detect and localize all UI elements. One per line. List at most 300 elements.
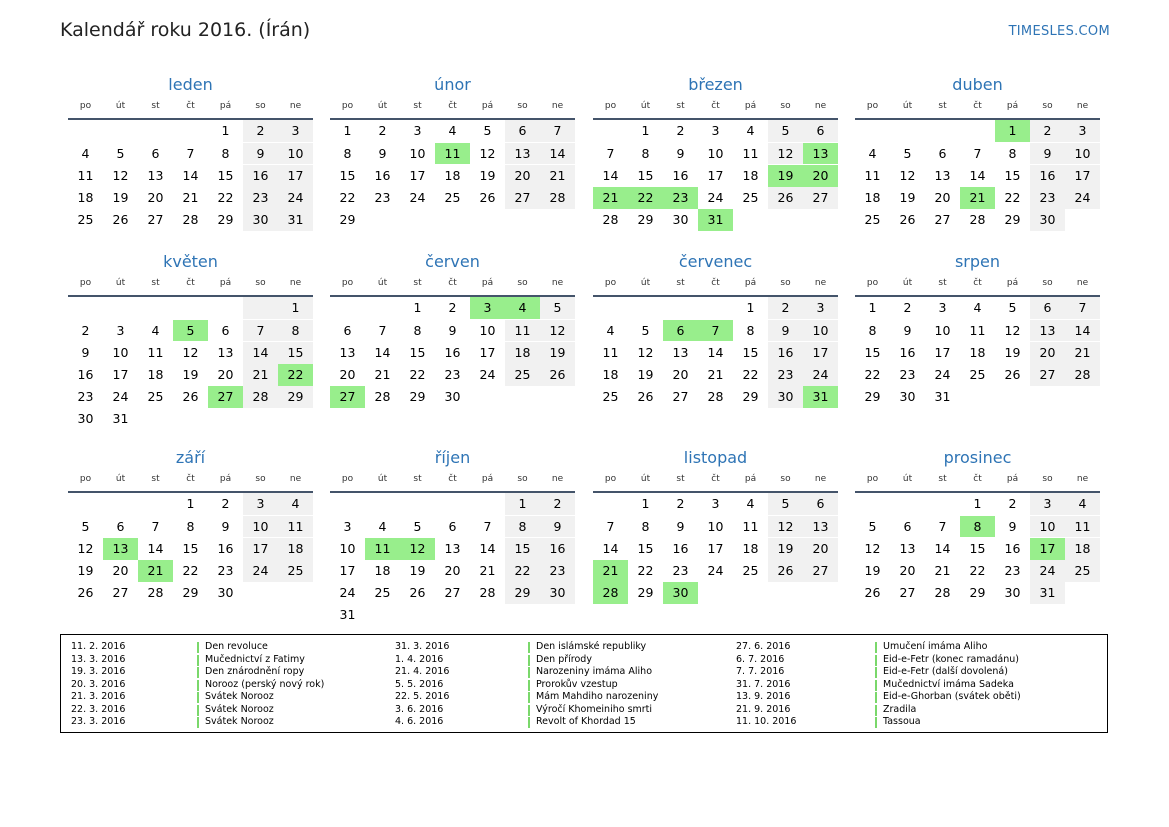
day-cell[interactable]: 4 bbox=[746, 123, 755, 139]
day-cell[interactable]: 14 bbox=[147, 540, 164, 556]
day-cell[interactable]: 18 bbox=[444, 167, 461, 183]
day-cell[interactable]: 22 bbox=[1004, 189, 1021, 205]
day-cell[interactable]: 26 bbox=[182, 389, 199, 405]
day-cell[interactable]: 2 bbox=[81, 322, 90, 338]
holiday-day-cell[interactable]: 31 bbox=[803, 386, 838, 408]
day-cell[interactable]: 14 bbox=[182, 167, 199, 183]
day-cell[interactable]: 11 bbox=[864, 167, 881, 183]
day-cell[interactable]: 12 bbox=[479, 145, 496, 161]
day-cell[interactable]: 18 bbox=[742, 167, 759, 183]
day-cell[interactable]: 30 bbox=[672, 212, 689, 228]
day-cell[interactable]: 26 bbox=[540, 364, 575, 386]
day-cell[interactable]: 2 bbox=[676, 123, 685, 139]
day-cell[interactable]: 8 bbox=[278, 320, 313, 342]
day-cell[interactable]: 3 bbox=[1065, 120, 1100, 142]
day-cell[interactable]: 10 bbox=[707, 518, 724, 534]
day-cell[interactable]: 27 bbox=[803, 560, 838, 582]
day-cell[interactable]: 1 bbox=[641, 123, 650, 139]
day-cell[interactable]: 14 bbox=[479, 540, 496, 556]
day-cell[interactable]: 31 bbox=[1030, 582, 1065, 604]
day-cell[interactable]: 10 bbox=[339, 540, 356, 556]
day-cell[interactable]: 2 bbox=[448, 300, 457, 316]
day-cell[interactable]: 7 bbox=[606, 518, 615, 534]
day-cell[interactable]: 6 bbox=[116, 518, 125, 534]
day-cell[interactable]: 16 bbox=[768, 342, 803, 364]
day-cell[interactable]: 1 bbox=[746, 300, 755, 316]
day-cell[interactable]: 11 bbox=[602, 344, 619, 360]
day-cell[interactable]: 19 bbox=[112, 189, 129, 205]
day-cell[interactable]: 7 bbox=[540, 120, 575, 142]
holiday-day-cell[interactable]: 22 bbox=[278, 364, 313, 386]
day-cell[interactable]: 22 bbox=[637, 562, 654, 578]
day-cell[interactable]: 21 bbox=[374, 366, 391, 382]
day-cell[interactable]: 16 bbox=[77, 366, 94, 382]
day-cell[interactable]: 4 bbox=[868, 145, 877, 161]
day-cell[interactable]: 13 bbox=[899, 540, 916, 556]
day-cell[interactable]: 29 bbox=[217, 212, 234, 228]
holiday-day-cell[interactable]: 19 bbox=[768, 165, 803, 187]
day-cell[interactable]: 20 bbox=[217, 366, 234, 382]
day-cell[interactable]: 11 bbox=[969, 322, 986, 338]
day-cell[interactable]: 11 bbox=[278, 516, 313, 538]
day-cell[interactable]: 31 bbox=[934, 389, 951, 405]
day-cell[interactable]: 14 bbox=[374, 344, 391, 360]
day-cell[interactable]: 6 bbox=[803, 493, 838, 515]
day-cell[interactable]: 22 bbox=[742, 366, 759, 382]
day-cell[interactable]: 24 bbox=[1030, 560, 1065, 582]
holiday-day-cell[interactable]: 31 bbox=[698, 209, 733, 231]
day-cell[interactable]: 18 bbox=[505, 342, 540, 364]
day-cell[interactable]: 13 bbox=[505, 143, 540, 165]
day-cell[interactable]: 9 bbox=[676, 145, 685, 161]
day-cell[interactable]: 16 bbox=[540, 538, 575, 560]
day-cell[interactable]: 12 bbox=[768, 143, 803, 165]
holiday-day-cell[interactable]: 21 bbox=[138, 560, 173, 582]
day-cell[interactable]: 3 bbox=[343, 518, 352, 534]
day-cell[interactable]: 12 bbox=[768, 516, 803, 538]
day-cell[interactable]: 24 bbox=[339, 585, 356, 601]
day-cell[interactable]: 24 bbox=[243, 560, 278, 582]
day-cell[interactable]: 18 bbox=[278, 538, 313, 560]
holiday-day-cell[interactable]: 4 bbox=[505, 297, 540, 319]
day-cell[interactable]: 1 bbox=[413, 300, 422, 316]
day-cell[interactable]: 12 bbox=[899, 167, 916, 183]
day-cell[interactable]: 30 bbox=[899, 389, 916, 405]
day-cell[interactable]: 9 bbox=[81, 344, 90, 360]
day-cell[interactable]: 19 bbox=[768, 538, 803, 560]
day-cell[interactable]: 10 bbox=[243, 516, 278, 538]
day-cell[interactable]: 27 bbox=[444, 585, 461, 601]
day-cell[interactable]: 20 bbox=[147, 189, 164, 205]
holiday-day-cell[interactable]: 13 bbox=[103, 538, 138, 560]
holiday-day-cell[interactable]: 23 bbox=[663, 187, 698, 209]
day-cell[interactable]: 21 bbox=[540, 165, 575, 187]
day-cell[interactable]: 26 bbox=[637, 389, 654, 405]
day-cell[interactable]: 26 bbox=[768, 560, 803, 582]
day-cell[interactable]: 7 bbox=[606, 145, 615, 161]
day-cell[interactable]: 24 bbox=[934, 366, 951, 382]
day-cell[interactable]: 15 bbox=[969, 540, 986, 556]
day-cell[interactable]: 20 bbox=[899, 562, 916, 578]
day-cell[interactable]: 15 bbox=[409, 344, 426, 360]
day-cell[interactable]: 21 bbox=[479, 562, 496, 578]
day-cell[interactable]: 27 bbox=[1030, 364, 1065, 386]
day-cell[interactable]: 19 bbox=[182, 366, 199, 382]
holiday-day-cell[interactable]: 11 bbox=[435, 143, 470, 165]
day-cell[interactable]: 7 bbox=[1065, 297, 1100, 319]
day-cell[interactable]: 20 bbox=[444, 562, 461, 578]
day-cell[interactable]: 3 bbox=[278, 120, 313, 142]
day-cell[interactable]: 2 bbox=[903, 300, 912, 316]
day-cell[interactable]: 27 bbox=[803, 187, 838, 209]
day-cell[interactable]: 14 bbox=[1065, 320, 1100, 342]
day-cell[interactable]: 7 bbox=[186, 145, 195, 161]
day-cell[interactable]: 11 bbox=[742, 145, 759, 161]
day-cell[interactable]: 29 bbox=[864, 389, 881, 405]
day-cell[interactable]: 28 bbox=[602, 212, 619, 228]
day-cell[interactable]: 9 bbox=[1030, 143, 1065, 165]
day-cell[interactable]: 26 bbox=[409, 585, 426, 601]
day-cell[interactable]: 19 bbox=[864, 562, 881, 578]
day-cell[interactable]: 30 bbox=[217, 585, 234, 601]
day-cell[interactable]: 4 bbox=[151, 322, 160, 338]
day-cell[interactable]: 25 bbox=[742, 562, 759, 578]
day-cell[interactable]: 13 bbox=[803, 516, 838, 538]
day-cell[interactable]: 6 bbox=[1030, 297, 1065, 319]
day-cell[interactable]: 17 bbox=[409, 167, 426, 183]
day-cell[interactable]: 8 bbox=[186, 518, 195, 534]
day-cell[interactable]: 25 bbox=[374, 585, 391, 601]
day-cell[interactable]: 16 bbox=[243, 165, 278, 187]
day-cell[interactable]: 7 bbox=[378, 322, 387, 338]
day-cell[interactable]: 12 bbox=[77, 540, 94, 556]
day-cell[interactable]: 29 bbox=[969, 585, 986, 601]
day-cell[interactable]: 25 bbox=[278, 560, 313, 582]
day-cell[interactable]: 15 bbox=[864, 344, 881, 360]
day-cell[interactable]: 28 bbox=[540, 187, 575, 209]
day-cell[interactable]: 7 bbox=[938, 518, 947, 534]
day-cell[interactable]: 26 bbox=[768, 187, 803, 209]
day-cell[interactable]: 31 bbox=[339, 607, 356, 623]
day-cell[interactable]: 17 bbox=[934, 344, 951, 360]
day-cell[interactable]: 31 bbox=[278, 209, 313, 231]
day-cell[interactable]: 16 bbox=[899, 344, 916, 360]
day-cell[interactable]: 14 bbox=[969, 167, 986, 183]
day-cell[interactable]: 10 bbox=[803, 320, 838, 342]
day-cell[interactable]: 5 bbox=[768, 493, 803, 515]
day-cell[interactable]: 13 bbox=[1030, 320, 1065, 342]
holiday-day-cell[interactable]: 11 bbox=[365, 538, 400, 560]
day-cell[interactable]: 23 bbox=[444, 366, 461, 382]
day-cell[interactable]: 17 bbox=[339, 562, 356, 578]
day-cell[interactable]: 17 bbox=[1065, 165, 1100, 187]
day-cell[interactable]: 13 bbox=[444, 540, 461, 556]
day-cell[interactable]: 1 bbox=[221, 123, 230, 139]
day-cell[interactable]: 10 bbox=[1030, 516, 1065, 538]
day-cell[interactable]: 15 bbox=[505, 538, 540, 560]
day-cell[interactable]: 6 bbox=[343, 322, 352, 338]
day-cell[interactable]: 19 bbox=[479, 167, 496, 183]
day-cell[interactable]: 9 bbox=[221, 518, 230, 534]
day-cell[interactable]: 22 bbox=[864, 366, 881, 382]
day-cell[interactable]: 29 bbox=[409, 389, 426, 405]
day-cell[interactable]: 23 bbox=[540, 560, 575, 582]
day-cell[interactable]: 9 bbox=[1008, 518, 1017, 534]
day-cell[interactable]: 21 bbox=[243, 364, 278, 386]
day-cell[interactable]: 28 bbox=[243, 386, 278, 408]
day-cell[interactable]: 8 bbox=[746, 322, 755, 338]
day-cell[interactable]: 3 bbox=[938, 300, 947, 316]
day-cell[interactable]: 28 bbox=[1065, 364, 1100, 386]
day-cell[interactable]: 20 bbox=[803, 538, 838, 560]
day-cell[interactable]: 17 bbox=[278, 165, 313, 187]
day-cell[interactable]: 16 bbox=[217, 540, 234, 556]
holiday-day-cell[interactable]: 27 bbox=[330, 386, 365, 408]
day-cell[interactable]: 5 bbox=[768, 120, 803, 142]
day-cell[interactable]: 4 bbox=[973, 300, 982, 316]
day-cell[interactable]: 29 bbox=[182, 585, 199, 601]
day-cell[interactable]: 24 bbox=[803, 364, 838, 386]
day-cell[interactable]: 21 bbox=[934, 562, 951, 578]
day-cell[interactable]: 19 bbox=[409, 562, 426, 578]
day-cell[interactable]: 28 bbox=[182, 212, 199, 228]
day-cell[interactable]: 22 bbox=[969, 562, 986, 578]
day-cell[interactable]: 6 bbox=[803, 120, 838, 142]
day-cell[interactable]: 19 bbox=[540, 342, 575, 364]
day-cell[interactable]: 11 bbox=[1065, 516, 1100, 538]
day-cell[interactable]: 4 bbox=[746, 496, 755, 512]
day-cell[interactable]: 2 bbox=[378, 123, 387, 139]
day-cell[interactable]: 20 bbox=[672, 366, 689, 382]
day-cell[interactable]: 16 bbox=[672, 540, 689, 556]
holiday-day-cell[interactable]: 3 bbox=[470, 297, 505, 319]
day-cell[interactable]: 9 bbox=[448, 322, 457, 338]
day-cell[interactable]: 27 bbox=[147, 212, 164, 228]
day-cell[interactable]: 21 bbox=[707, 366, 724, 382]
day-cell[interactable]: 4 bbox=[448, 123, 457, 139]
day-cell[interactable]: 4 bbox=[1065, 493, 1100, 515]
day-cell[interactable]: 8 bbox=[641, 145, 650, 161]
day-cell[interactable]: 12 bbox=[540, 320, 575, 342]
day-cell[interactable]: 30 bbox=[768, 386, 803, 408]
day-cell[interactable]: 29 bbox=[339, 212, 356, 228]
day-cell[interactable]: 23 bbox=[374, 189, 391, 205]
day-cell[interactable]: 20 bbox=[934, 189, 951, 205]
day-cell[interactable]: 7 bbox=[483, 518, 492, 534]
day-cell[interactable]: 9 bbox=[540, 516, 575, 538]
day-cell[interactable]: 27 bbox=[899, 585, 916, 601]
day-cell[interactable]: 6 bbox=[938, 145, 947, 161]
day-cell[interactable]: 1 bbox=[343, 123, 352, 139]
day-cell[interactable]: 14 bbox=[934, 540, 951, 556]
day-cell[interactable]: 5 bbox=[413, 518, 422, 534]
day-cell[interactable]: 1 bbox=[186, 496, 195, 512]
day-cell[interactable]: 8 bbox=[641, 518, 650, 534]
day-cell[interactable]: 17 bbox=[112, 366, 129, 382]
day-cell[interactable]: 5 bbox=[483, 123, 492, 139]
day-cell[interactable]: 16 bbox=[1030, 165, 1065, 187]
day-cell[interactable]: 7 bbox=[243, 320, 278, 342]
day-cell[interactable]: 5 bbox=[116, 145, 125, 161]
day-cell[interactable]: 19 bbox=[1004, 344, 1021, 360]
holiday-day-cell[interactable]: 20 bbox=[803, 165, 838, 187]
day-cell[interactable]: 12 bbox=[182, 344, 199, 360]
day-cell[interactable]: 26 bbox=[112, 212, 129, 228]
day-cell[interactable]: 11 bbox=[742, 518, 759, 534]
day-cell[interactable]: 23 bbox=[1004, 562, 1021, 578]
day-cell[interactable]: 15 bbox=[637, 540, 654, 556]
day-cell[interactable]: 20 bbox=[112, 562, 129, 578]
day-cell[interactable]: 5 bbox=[641, 322, 650, 338]
day-cell[interactable]: 5 bbox=[1008, 300, 1017, 316]
day-cell[interactable]: 23 bbox=[243, 187, 278, 209]
day-cell[interactable]: 3 bbox=[1030, 493, 1065, 515]
day-cell[interactable]: 16 bbox=[444, 344, 461, 360]
day-cell[interactable]: 25 bbox=[1065, 560, 1100, 582]
day-cell[interactable]: 28 bbox=[479, 585, 496, 601]
day-cell[interactable]: 30 bbox=[1030, 209, 1065, 231]
day-cell[interactable]: 23 bbox=[768, 364, 803, 386]
day-cell[interactable]: 27 bbox=[505, 187, 540, 209]
day-cell[interactable]: 9 bbox=[676, 518, 685, 534]
day-cell[interactable]: 30 bbox=[243, 209, 278, 231]
day-cell[interactable]: 29 bbox=[637, 212, 654, 228]
day-cell[interactable]: 15 bbox=[742, 344, 759, 360]
day-cell[interactable]: 15 bbox=[637, 167, 654, 183]
day-cell[interactable]: 25 bbox=[505, 364, 540, 386]
day-cell[interactable]: 26 bbox=[864, 585, 881, 601]
day-cell[interactable]: 6 bbox=[505, 120, 540, 142]
day-cell[interactable]: 19 bbox=[77, 562, 94, 578]
day-cell[interactable]: 10 bbox=[479, 322, 496, 338]
day-cell[interactable]: 29 bbox=[742, 389, 759, 405]
day-cell[interactable]: 2 bbox=[1008, 496, 1017, 512]
day-cell[interactable]: 4 bbox=[606, 322, 615, 338]
day-cell[interactable]: 3 bbox=[711, 123, 720, 139]
day-cell[interactable]: 27 bbox=[672, 389, 689, 405]
day-cell[interactable]: 9 bbox=[903, 322, 912, 338]
site-link[interactable]: TIMESLES.COM bbox=[1008, 24, 1110, 39]
day-cell[interactable]: 24 bbox=[707, 189, 724, 205]
day-cell[interactable]: 24 bbox=[707, 562, 724, 578]
holiday-day-cell[interactable]: 22 bbox=[628, 187, 663, 209]
day-cell[interactable]: 30 bbox=[540, 582, 575, 604]
day-cell[interactable]: 28 bbox=[374, 389, 391, 405]
day-cell[interactable]: 18 bbox=[864, 189, 881, 205]
holiday-day-cell[interactable]: 28 bbox=[593, 582, 628, 604]
day-cell[interactable]: 29 bbox=[1004, 212, 1021, 228]
day-cell[interactable]: 24 bbox=[1065, 187, 1100, 209]
day-cell[interactable]: 28 bbox=[147, 585, 164, 601]
day-cell[interactable]: 10 bbox=[112, 344, 129, 360]
day-cell[interactable]: 20 bbox=[505, 165, 540, 187]
day-cell[interactable]: 14 bbox=[707, 344, 724, 360]
day-cell[interactable]: 20 bbox=[1030, 342, 1065, 364]
day-cell[interactable]: 13 bbox=[147, 167, 164, 183]
day-cell[interactable]: 21 bbox=[1065, 342, 1100, 364]
day-cell[interactable]: 31 bbox=[112, 411, 129, 427]
holiday-day-cell[interactable]: 21 bbox=[593, 187, 628, 209]
day-cell[interactable]: 8 bbox=[868, 322, 877, 338]
day-cell[interactable]: 26 bbox=[1004, 366, 1021, 382]
day-cell[interactable]: 12 bbox=[1004, 322, 1021, 338]
day-cell[interactable]: 4 bbox=[81, 145, 90, 161]
day-cell[interactable]: 5 bbox=[540, 297, 575, 319]
holiday-day-cell[interactable]: 17 bbox=[1030, 538, 1065, 560]
day-cell[interactable]: 4 bbox=[278, 493, 313, 515]
day-cell[interactable]: 13 bbox=[217, 344, 234, 360]
holiday-day-cell[interactable]: 8 bbox=[960, 516, 995, 538]
day-cell[interactable]: 19 bbox=[637, 366, 654, 382]
day-cell[interactable]: 30 bbox=[77, 411, 94, 427]
day-cell[interactable]: 15 bbox=[217, 167, 234, 183]
day-cell[interactable]: 8 bbox=[221, 145, 230, 161]
day-cell[interactable]: 18 bbox=[147, 366, 164, 382]
day-cell[interactable]: 24 bbox=[479, 366, 496, 382]
holiday-day-cell[interactable]: 30 bbox=[663, 582, 698, 604]
day-cell[interactable]: 28 bbox=[934, 585, 951, 601]
day-cell[interactable]: 28 bbox=[707, 389, 724, 405]
day-cell[interactable]: 9 bbox=[378, 145, 387, 161]
day-cell[interactable]: 3 bbox=[803, 297, 838, 319]
day-cell[interactable]: 1 bbox=[278, 297, 313, 319]
day-cell[interactable]: 10 bbox=[409, 145, 426, 161]
day-cell[interactable]: 29 bbox=[278, 386, 313, 408]
holiday-day-cell[interactable]: 5 bbox=[173, 320, 208, 342]
day-cell[interactable]: 1 bbox=[868, 300, 877, 316]
day-cell[interactable]: 22 bbox=[217, 189, 234, 205]
day-cell[interactable]: 25 bbox=[602, 389, 619, 405]
day-cell[interactable]: 2 bbox=[676, 496, 685, 512]
day-cell[interactable]: 7 bbox=[151, 518, 160, 534]
day-cell[interactable]: 23 bbox=[77, 389, 94, 405]
day-cell[interactable]: 3 bbox=[116, 322, 125, 338]
day-cell[interactable]: 15 bbox=[278, 342, 313, 364]
day-cell[interactable]: 30 bbox=[1004, 585, 1021, 601]
day-cell[interactable]: 13 bbox=[339, 344, 356, 360]
day-cell[interactable]: 16 bbox=[1004, 540, 1021, 556]
day-cell[interactable]: 17 bbox=[479, 344, 496, 360]
day-cell[interactable]: 13 bbox=[672, 344, 689, 360]
day-cell[interactable]: 9 bbox=[243, 143, 278, 165]
holiday-day-cell[interactable]: 6 bbox=[663, 320, 698, 342]
day-cell[interactable]: 10 bbox=[278, 143, 313, 165]
day-cell[interactable]: 21 bbox=[182, 189, 199, 205]
day-cell[interactable]: 27 bbox=[112, 585, 129, 601]
day-cell[interactable]: 12 bbox=[864, 540, 881, 556]
day-cell[interactable]: 22 bbox=[339, 189, 356, 205]
day-cell[interactable]: 10 bbox=[707, 145, 724, 161]
holiday-day-cell[interactable]: 13 bbox=[803, 143, 838, 165]
day-cell[interactable]: 8 bbox=[505, 516, 540, 538]
day-cell[interactable]: 6 bbox=[448, 518, 457, 534]
holiday-day-cell[interactable]: 27 bbox=[208, 386, 243, 408]
day-cell[interactable]: 11 bbox=[147, 344, 164, 360]
day-cell[interactable]: 6 bbox=[221, 322, 230, 338]
day-cell[interactable]: 17 bbox=[243, 538, 278, 560]
day-cell[interactable]: 25 bbox=[969, 366, 986, 382]
day-cell[interactable]: 18 bbox=[374, 562, 391, 578]
day-cell[interactable]: 29 bbox=[505, 582, 540, 604]
day-cell[interactable]: 5 bbox=[81, 518, 90, 534]
day-cell[interactable]: 11 bbox=[505, 320, 540, 342]
day-cell[interactable]: 26 bbox=[899, 212, 916, 228]
day-cell[interactable]: 24 bbox=[278, 187, 313, 209]
day-cell[interactable]: 23 bbox=[672, 562, 689, 578]
day-cell[interactable]: 25 bbox=[444, 189, 461, 205]
day-cell[interactable]: 18 bbox=[1065, 538, 1100, 560]
day-cell[interactable]: 8 bbox=[413, 322, 422, 338]
